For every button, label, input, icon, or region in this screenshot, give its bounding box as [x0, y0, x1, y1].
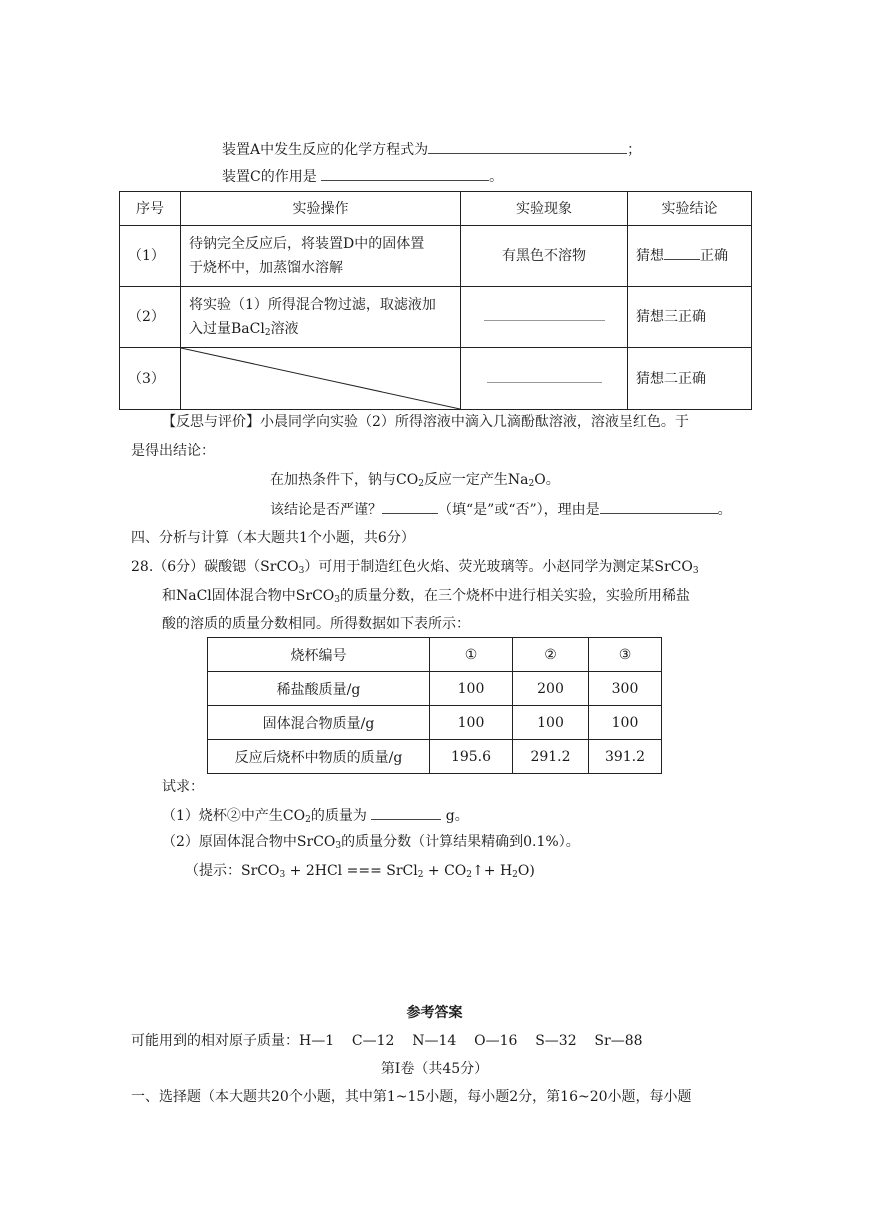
table-cell: 291.2	[513, 740, 589, 774]
operation-text: 入过量BaCl	[189, 321, 265, 337]
table-cell: 200	[513, 672, 589, 706]
table-cell: 100	[430, 706, 513, 740]
row-conclusion: 猜想二正确	[628, 348, 752, 410]
text: 。	[717, 502, 732, 518]
row-conclusion	[628, 226, 752, 287]
row-label: 反应后烧杯中物质的质量/g	[208, 740, 430, 774]
header-phenomenon: 实验现象	[461, 192, 628, 226]
experiment-table	[119, 191, 752, 410]
atomic-mass-line: 可能用到的相对原子质量：H—1 C—12 N—14 O—16 S—32 Sr—88	[131, 1033, 643, 1049]
table-row	[120, 348, 752, 410]
operation-line: 待钠完全反应后，将装置D中的固体置	[189, 236, 425, 252]
row-operation	[181, 226, 461, 287]
row-no: （1）	[120, 226, 181, 287]
row-phenomenon	[461, 348, 628, 410]
row-phenomenon	[461, 287, 628, 348]
subscript: 3	[692, 566, 699, 576]
sub-question-1	[162, 805, 469, 826]
equation-prompt-suffix: ；	[627, 142, 642, 158]
question-28-line	[162, 586, 690, 606]
table-row	[120, 287, 752, 348]
diagonal-line	[181, 348, 460, 409]
header-operation: 实验操作	[181, 192, 461, 226]
row-label: 稀盐酸质量/g	[208, 672, 430, 706]
header-cell: 烧杯编号	[208, 638, 430, 672]
row-phenomenon: 有黑色不溶物	[461, 226, 628, 287]
subscript: 2	[417, 870, 424, 880]
operation-line	[189, 317, 452, 341]
table-cell: 300	[589, 672, 662, 706]
row-conclusion: 猜想三正确	[628, 287, 752, 348]
text: g。	[445, 808, 469, 824]
text: 在加热条件下，钠与CO	[270, 472, 419, 488]
conclusion-prefix: 猜想	[636, 248, 664, 264]
subscript: 2	[418, 479, 424, 489]
table-cell: 391.2	[589, 740, 662, 774]
text: 反应一定产生Na	[423, 472, 529, 488]
device-c-prompt-suffix: 。	[489, 169, 504, 185]
text: ）可用于制造红色火焰、荧光玻璃等。小赵同学为测定某SrCO	[304, 559, 693, 575]
phenomenon-answer-blank[interactable]	[487, 368, 602, 383]
text: 的质量分数，在三个烧杯中进行相关实验，实验所用稀盐	[340, 588, 690, 604]
reflection-line: 【反思与评价】小晨同学向实验（2）所得溶液中滴入几滴酚酞溶液，溶液呈红色。于	[162, 414, 689, 430]
equation-answer-blank[interactable]	[428, 139, 627, 154]
device-c-prompt-line	[222, 166, 503, 187]
equation-prompt-text: 装置A中发生反应的化学方程式为	[222, 142, 429, 158]
text: O。	[534, 472, 560, 488]
hint-equation	[185, 861, 535, 881]
text: 和NaCl固体混合物中SrCO	[162, 588, 335, 604]
section-1-heading: 一、选择题（本大题共20个小题，其中第1~15小题，每小题2分，第16~20小题，每小题	[131, 1089, 692, 1105]
text: 的质量为	[310, 808, 367, 824]
row-no: （3）	[120, 348, 181, 410]
operation-line: 于烧杯中，加蒸馏水溶解	[189, 260, 343, 276]
reason-answer-blank[interactable]	[600, 499, 718, 514]
header-cell: ③	[589, 638, 662, 672]
subscript: 2	[466, 870, 473, 880]
operation-text: 溶液	[270, 321, 299, 337]
rigor-answer-blank[interactable]	[382, 499, 438, 514]
table-row	[208, 672, 662, 706]
text: 28.（6分）碳酸锶（SrCO	[131, 559, 299, 575]
table-cell: 100	[589, 706, 662, 740]
table-row	[208, 740, 662, 774]
table-header-row	[120, 192, 752, 226]
ask-label: 试求：	[162, 779, 204, 795]
text: + CO	[423, 863, 467, 879]
subscript: 2	[512, 870, 518, 880]
header-conclusion: 实验结论	[628, 192, 752, 226]
header-cell: ②	[513, 638, 589, 672]
device-c-prompt-text: 装置C的作用是	[222, 169, 317, 185]
beaker-data-table	[207, 637, 662, 774]
text: （提示：SrCO	[185, 863, 280, 879]
header-no: 序号	[120, 192, 181, 226]
subscript: 2	[305, 815, 311, 825]
row-no: （2）	[120, 287, 181, 348]
sub-question-2	[162, 832, 580, 852]
text: 的质量分数（计算结果精确到0.1%）。	[341, 834, 580, 850]
guess-number-blank[interactable]	[664, 245, 700, 260]
header-cell: ①	[430, 638, 513, 672]
volume-heading: 第Ⅰ卷（共45分）	[380, 1061, 489, 1077]
text: ↑+ H	[472, 863, 513, 879]
subscript: 3	[334, 595, 340, 605]
diagonal-cell	[181, 348, 460, 409]
row-operation	[181, 287, 461, 348]
co2-mass-answer-blank[interactable]	[371, 805, 441, 820]
table-row	[208, 706, 662, 740]
question-28-line: 酸的溶质的质量分数相同。所得数据如下表所示：	[162, 616, 470, 632]
table-cell: 100	[513, 706, 589, 740]
table-header-row	[208, 638, 662, 672]
text: + 2HCl === SrCl	[285, 863, 418, 879]
subscript: 3	[335, 841, 342, 851]
text: （2）原固体混合物中SrCO	[162, 834, 336, 850]
row-label: 固体混合物质量/g	[208, 706, 430, 740]
table-row	[120, 226, 752, 287]
text: （1）烧杯②中产生CO	[162, 808, 306, 824]
operation-line: 将实验（1）所得混合物过滤，取滤液加	[189, 297, 436, 313]
conclusion-suffix: 正确	[700, 248, 728, 264]
text: （填“是”或“否”），理由是	[438, 502, 600, 518]
text: O)	[517, 863, 535, 879]
subscript: 3	[298, 566, 305, 576]
reflection-conclusion	[270, 470, 560, 490]
device-c-answer-blank[interactable]	[321, 166, 489, 181]
table-cell: 100	[430, 672, 513, 706]
subscript: 3	[279, 870, 286, 880]
phenomenon-answer-blank[interactable]	[484, 306, 605, 321]
table-cell: 195.6	[430, 740, 513, 774]
subscript: 2	[264, 328, 271, 338]
subscript: 2	[528, 479, 535, 489]
row-operation-empty	[181, 348, 461, 410]
section-heading: 四、分析与计算（本大题共1个小题，共6分）	[131, 530, 415, 546]
reflection-line: 是得出结论：	[131, 443, 215, 459]
text: 该结论是否严谨？	[270, 502, 382, 518]
equation-prompt-line	[222, 139, 641, 160]
answers-title: 参考答案	[406, 1005, 463, 1021]
question-28-line	[131, 557, 699, 577]
reflection-question	[270, 499, 732, 520]
